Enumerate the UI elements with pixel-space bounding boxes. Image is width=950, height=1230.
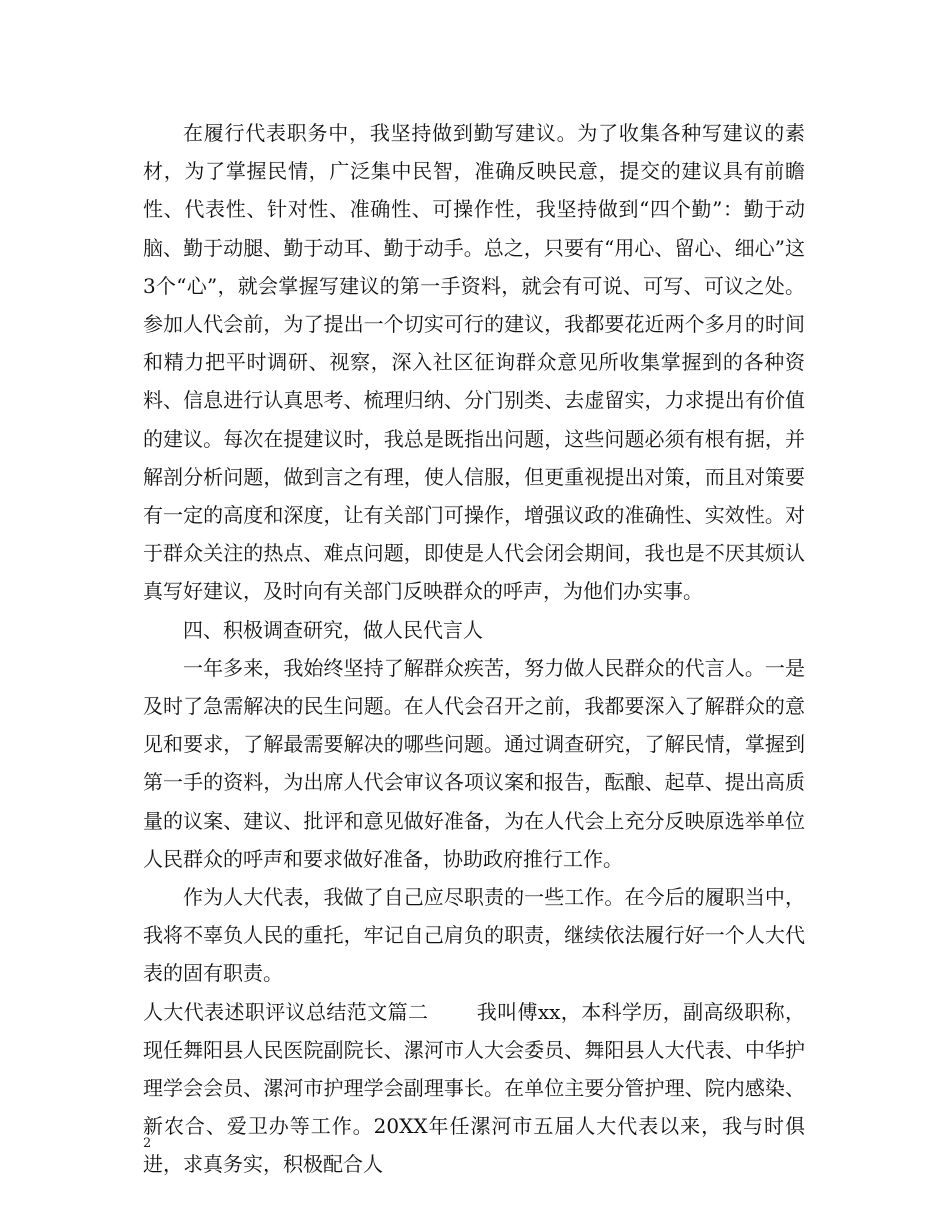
- article-two-text: 我叫傅xx，本科学历，副高级职称，现任舞阳县人民医院副院长、漯河市人大会委员、舞阳县人大代表、中华护理学会会员、漯河市护理学会副理事长。在单位主要分管护理、院内感染、新农合、爱卫办等工作。20XX年任漯河市五届人大代表以来，我与时俱进，求真务实，积极配合人: [143, 999, 806, 1177]
- paragraph-conclusion: 作为人大代表，我做了自己应尽职责的一些工作。在今后的履职当中，我将不辜负人民的重托，牢记自己肩负的职责，继续依法履行好一个人大代表的固有职责。: [143, 885, 805, 986]
- article-two-title: 人大代表述职评议总结范文篇二: [143, 999, 429, 1024]
- page-number: 2: [143, 1136, 152, 1151]
- paragraph-proposals: 在履行代表职务中，我坚持做到勤写建议。为了收集各种写建议的素材，为了掌握民情，广泛集中民智，准确反映民意，提交的建议具有前瞻性、代表性、针对性、准确性、可操作性，我坚持做到“四个勤”：勤于动脑、勤于动腿、勤于动耳、勤于动手。总之，只要有“用心、留心、细心”这3个“心”，就会掌握写建议的第一手资料，就会有可说、可写、可议之处。参加人代会前，为了提出一个切实可行的建议，我都要花近两个多月的时间和精力把平时调研、视察，深入社区征询群众意见所收集掌握到的各种资料、信息进行认真思考、梳理归纳、分门别类、去虚留实，力求提出有价值的建议。每次在提建议时，我总是既指出问题，这些问题必须有根有据，并解剖分析问题，做到言之有理，使人信服，但更重视提出对策，而且对策要有一定的高度和深度，让有关部门可操作，增强议政的准确性、实效性。对于群众关注的热点、难点问题，即使是人代会闭会期间，我也是不厌其烦认真写好建议，及时向有关部门反映群众的呼声，为他们办实事。: [143, 121, 805, 604]
- document-body: [143, 114, 805, 1184]
- paragraph-article-two: [143, 993, 805, 1184]
- paragraph-research: 一年多来，我始终坚持了解群众疾苦，努力做人民群众的代言人。一是及时了急需解决的民生问题。在人代会召开之前，我都要深入了解群众的意见和要求，了解最需要解决的哪些问题。通过调查研究，了解民情，掌握到第一手的资料，为出席人代会审议各项议案和报告，酝酿、起草、提出高质量的议案、建议、批评和意见做好准备，为在人代会上充分反映原选举单位人民群众的呼声和要求做好准备，协助政府推行工作。: [143, 655, 805, 871]
- section-heading-four: 四、积极调查研究，做人民代言人: [183, 617, 483, 642]
